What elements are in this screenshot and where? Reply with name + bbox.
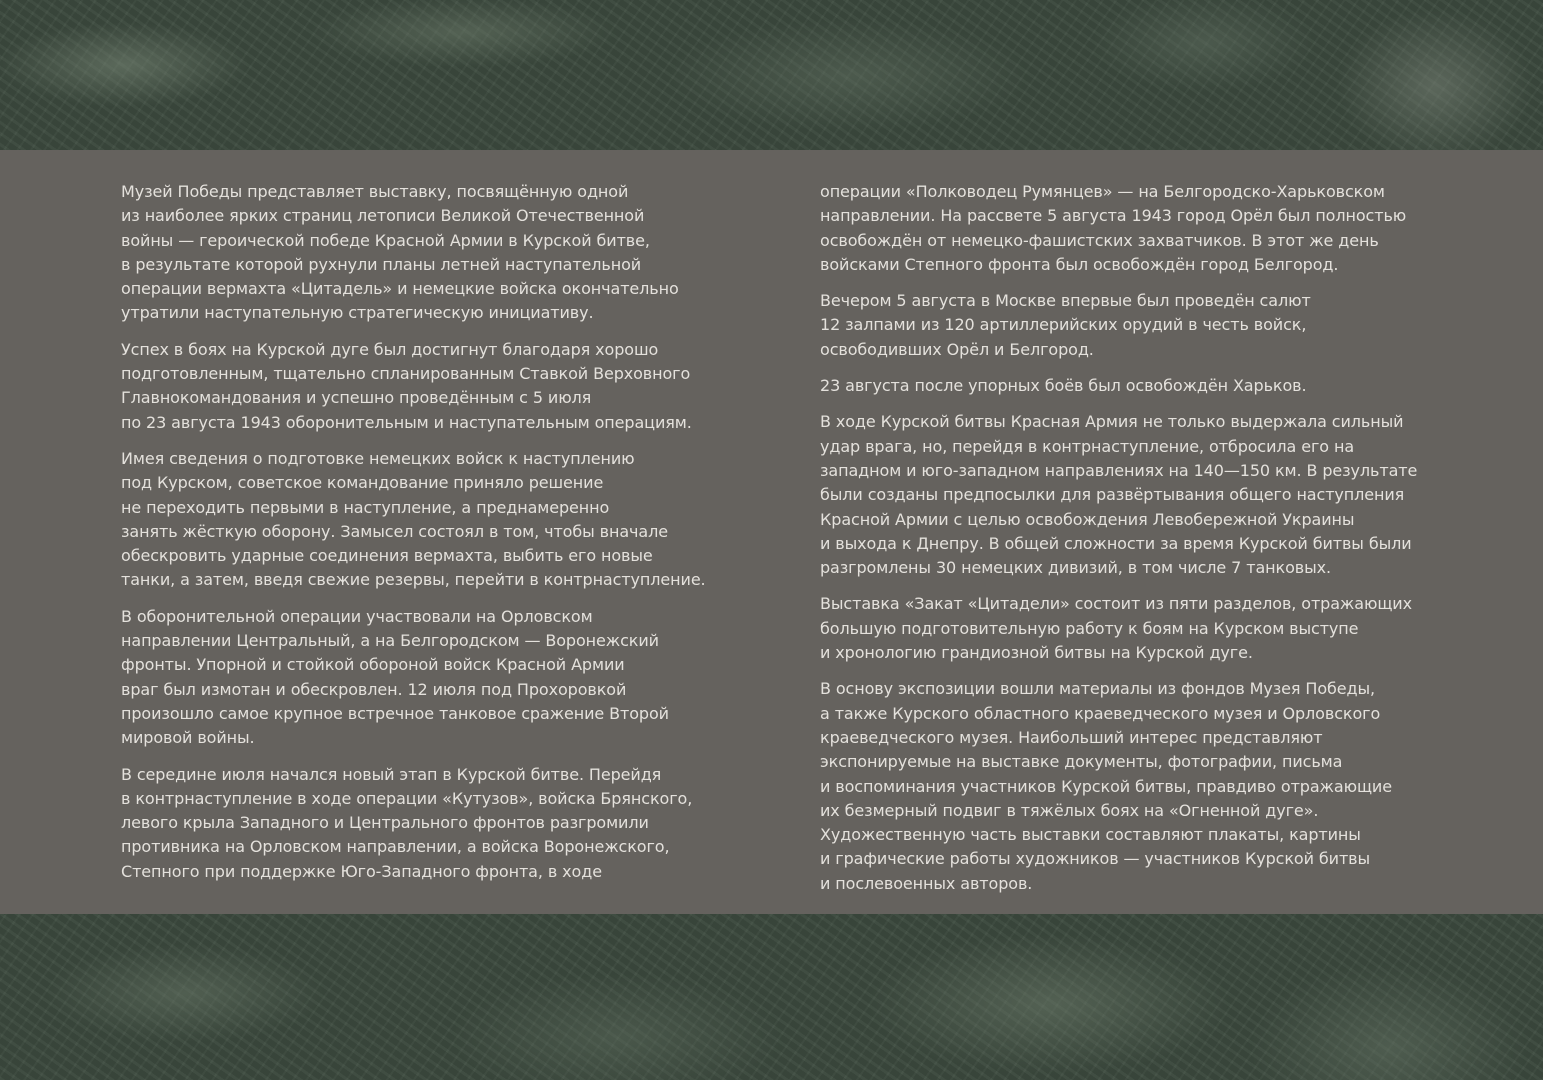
- paragraph: Успех в боях на Курской дуге был достигнут благодаря хорошо подготовленным, тщательно спланированным Ставкой Верховного Главнокомандования и успешно проведённым с 5 июля по 23 августа 1943 оборонительным и наступательным операциям.: [121, 339, 692, 432]
- paragraph: В оборонительной операции участвовали на Орловском направлении Центральный, а на Белгородском — Воронежский фронты. Упорной и стойкой обороной войск Красной Армии враг был измотан и обескровлен. 12 июля под Прохоровкой произошло самое крупное встречное танковое сражение Второй мировой войны.: [121, 606, 669, 748]
- paragraph: Выставка «Закат «Цитадели» состоит из пяти разделов, отражающих большую подготовительную работу к боям на Курском выступе и хронологию грандиозной битвы на Курской дуге.: [820, 594, 1412, 663]
- paragraph: Вечером 5 августа в Москве впервые был проведён салют 12 залпами из 120 артиллерийских орудий в честь войск, освободивших Орёл и Белгород.: [820, 291, 1311, 359]
- right-text-column: [820, 180, 1440, 908]
- paragraph: В середине июля начался новый этап в Курской битве. Перейдя в контрнаступление в ходе операции «Кутузов», войска Брянского, левого крыла Западного и Центрального фронтов разгромили противника на Орловском направлении, а войска Воронежского, Степного при поддержке Юго-Западного фронта, в ходе: [121, 764, 693, 881]
- text-panel: [0, 150, 1543, 914]
- paragraph: Музей Победы представляет выставку, посвящённую одной из наиболее ярких страниц летописи Великой Отечественной войны — героической победе Красной Армии в Курской битве, в результате которой рухнули планы летней наступательной операции вермахта «Цитадель» и немецкие войска окончательно утратили наступательную стратегическую инициативу.: [121, 182, 679, 323]
- left-text-column: [121, 180, 741, 896]
- paragraph: Имея сведения о подготовке немецких войск к наступлению под Курском, советское командование приняло решение не переходить первыми в наступление, а преднамеренно занять жёсткую оборону. Замысел состоял в том, чтобы вначале обескровить ударные соединения вермахта, выбить его новые танки, а затем, введя свежие резервы, перейти в контрнаступление.: [121, 448, 706, 590]
- paragraph: В основу экспозиции вошли материалы из фондов Музея Победы, а также Курского областного краеведческого музея и Орловского краеведческого музея. Наибольший интерес представляют экспонируемые на выставке документы, фотографии, письма и воспоминания участников Курской битвы, правдиво отражающие их безмерный подвиг в тяжёлых боях на «Огненной дуге». Художественную часть выставки составляют плакаты, картины и графические работы художников — участников Курской битвы и послевоенных авторов.: [820, 679, 1392, 893]
- paragraph: В ходе Курской битвы Красная Армия не только выдержала сильный удар врага, но, перейдя в контрнаступление, отбросила его на западном и юго-западном направлениях на 140—150 км. В результате были созданы предпосылки для развёртывания общего наступления Красной Армии с целью освобождения Левобережной Украины и выхода к Днепру. В общей сложности за время Курской битвы были разгромлены 30 немецких дивизий, в том числе 7 танковых.: [820, 412, 1418, 578]
- paragraph: операции «Полководец Румянцев» — на Белгородско-Харьковском направлении. На рассвете 5 августа 1943 город Орёл был полностью освобождён от немецко-фашистских захватчиков. В этот же день войсками Степного фронта был освобождён город Белгород.: [820, 182, 1407, 274]
- paragraph: 23 августа после упорных боёв был освобождён Харьков.: [820, 376, 1307, 396]
